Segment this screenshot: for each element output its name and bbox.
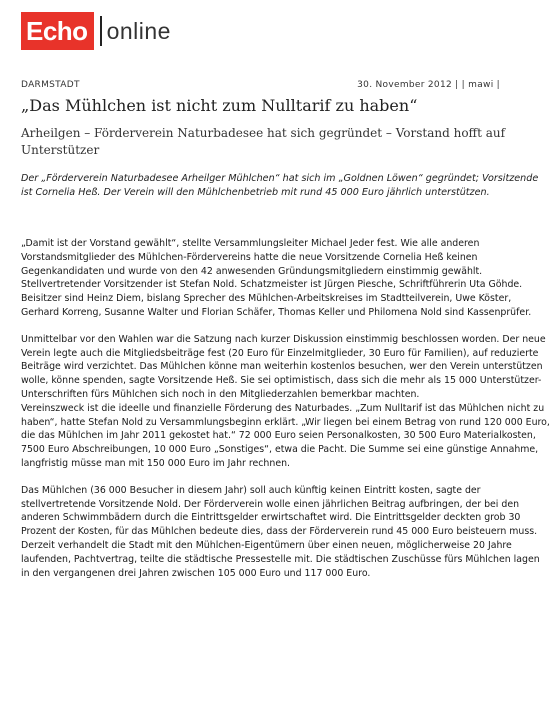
article-meta: [21, 80, 500, 90]
article-headline: „Das Mühlchen ist nicht zum Nulltarif zu haben“: [21, 96, 418, 115]
logo-suffix: online: [106, 17, 171, 44]
article-date-author: 30. November 2012 | | mawi |: [357, 80, 500, 90]
body-paragraph-6: Derzeit verhandelt die Stadt mit den Mühlchen-Eigentümern über einen neuen, möglicherweise 20 Jahre laufenden, Pachtvertrag, teilte die städtische Pressestelle mit. Die städtischen Zuschüsse fürs Mühlchen lagen in den vergangenen drei Jahren zwischen 105 000 Euro und 117 000 Euro.: [21, 539, 540, 579]
logo-divider: [100, 16, 102, 46]
body-paragraph-2: Stellvertretender Vorsitzender ist Stefan Nold. Schatzmeister ist Jürgen Piesche, Schriftführerin Uta Göhde. Beisitzer sind Heinz Diem, bislang Sprecher des Mühlchen-Arbeitskreises im Stadtteilverein, Uwe Köster, Gerhard Korreng, Susanne Walter und Florian Schäfer, Thomas Keller und Philomena Nold sind Kassenprüfer.: [21, 279, 532, 318]
echo-online-logo[interactable]: [21, 12, 171, 50]
article-body: [21, 237, 551, 580]
logo-brand: Echo: [21, 12, 94, 50]
article-location: DARMSTADT: [21, 80, 80, 90]
body-paragraph-5: Das Mühlchen (36 000 Besucher in diesem Jahr) soll auch künftig keinen Eintritt kosten, sagte der stellvertretende Vorsitzende Nold. Der Förderverein wolle einen jährlichen Beitrag aufbringen, der bei den anderen Schwimmbädern durch die Eintrittsgelder erwirtschaftet wird. Die Eintrittsgelder deckten grob 30 Prozent der Kosten, für das Mühlchen bedeute dies, dass der Förderverein rund 45 000 Euro beisteuern muss.: [21, 484, 538, 538]
article-lead: Der „Förderverein Naturbadesee Arheilger Mühlchen“ hat sich im „Goldnen Löwen“ gegründet; Vorsitzende ist Cornelia Heß. Der Verein will den Mühlchenbetrieb mit rund 45 000 Euro jährlich unterstützen.: [21, 173, 539, 198]
body-paragraph-4: Vereinszweck ist die ideelle und finanzielle Förderung des Naturbades. „Zum Nulltarif ist das Mühlchen nicht zu haben“, hatte Stefan Nold zu Versammlungsbeginn erklärt. „Wir liegen bei einem Betrag von rund 120 000 Euro, die das Mühlchen im Jahr 2011 gekostet hat.“ 72 000 Euro seien Personalkosten, 30 500 Euro Materialkosten, 7500 Euro Abschreibungen, 10 000 Euro „Sonstiges“, etwa die Pacht. Die Summe sei eine günstige Annahme, langfristig müsse man mit 150 000 Euro im Jahr rechnen.: [21, 402, 550, 469]
body-paragraph-1: „Damit ist der Vorstand gewählt“, stellte Versammlungsleiter Michael Jeder fest. Wie alle anderen Vorstandsmitglieder des Mühlchen-Fördervereins hatte die neue Vorsitzende Cornelia Heß keinen Gegenkandidaten und wurde von den 42 anwesenden Gründungsmitgliedern einstimmig gewählt.: [21, 238, 483, 277]
article-subtitle: Arheilgen – Förderverein Naturbadesee hat sich gegründet – Vorstand hofft auf Unterstützer: [21, 126, 506, 157]
body-paragraph-3: Unmittelbar vor den Wahlen war die Satzung nach kurzer Diskussion einstimmig beschlossen worden. Der neue Verein legte auch die Mitgliedsbeiträge fest (20 Euro für Einzelmitglieder, 30 Euro für Familien), auf reduzierte Beiträge wird verzichtet. Das Mühlchen könne man weiterhin kostenlos besuchen, wer den Verein unterstützen wolle, könne spenden, sagte Vorsitzende Heß. Sie sei optimistisch, dass sich die mehr als 15 000 Unterstützer-Unterschriften fürs Mühlchen sich noch in den Mitgliederzahlen bemerkbar machten.: [21, 333, 546, 400]
